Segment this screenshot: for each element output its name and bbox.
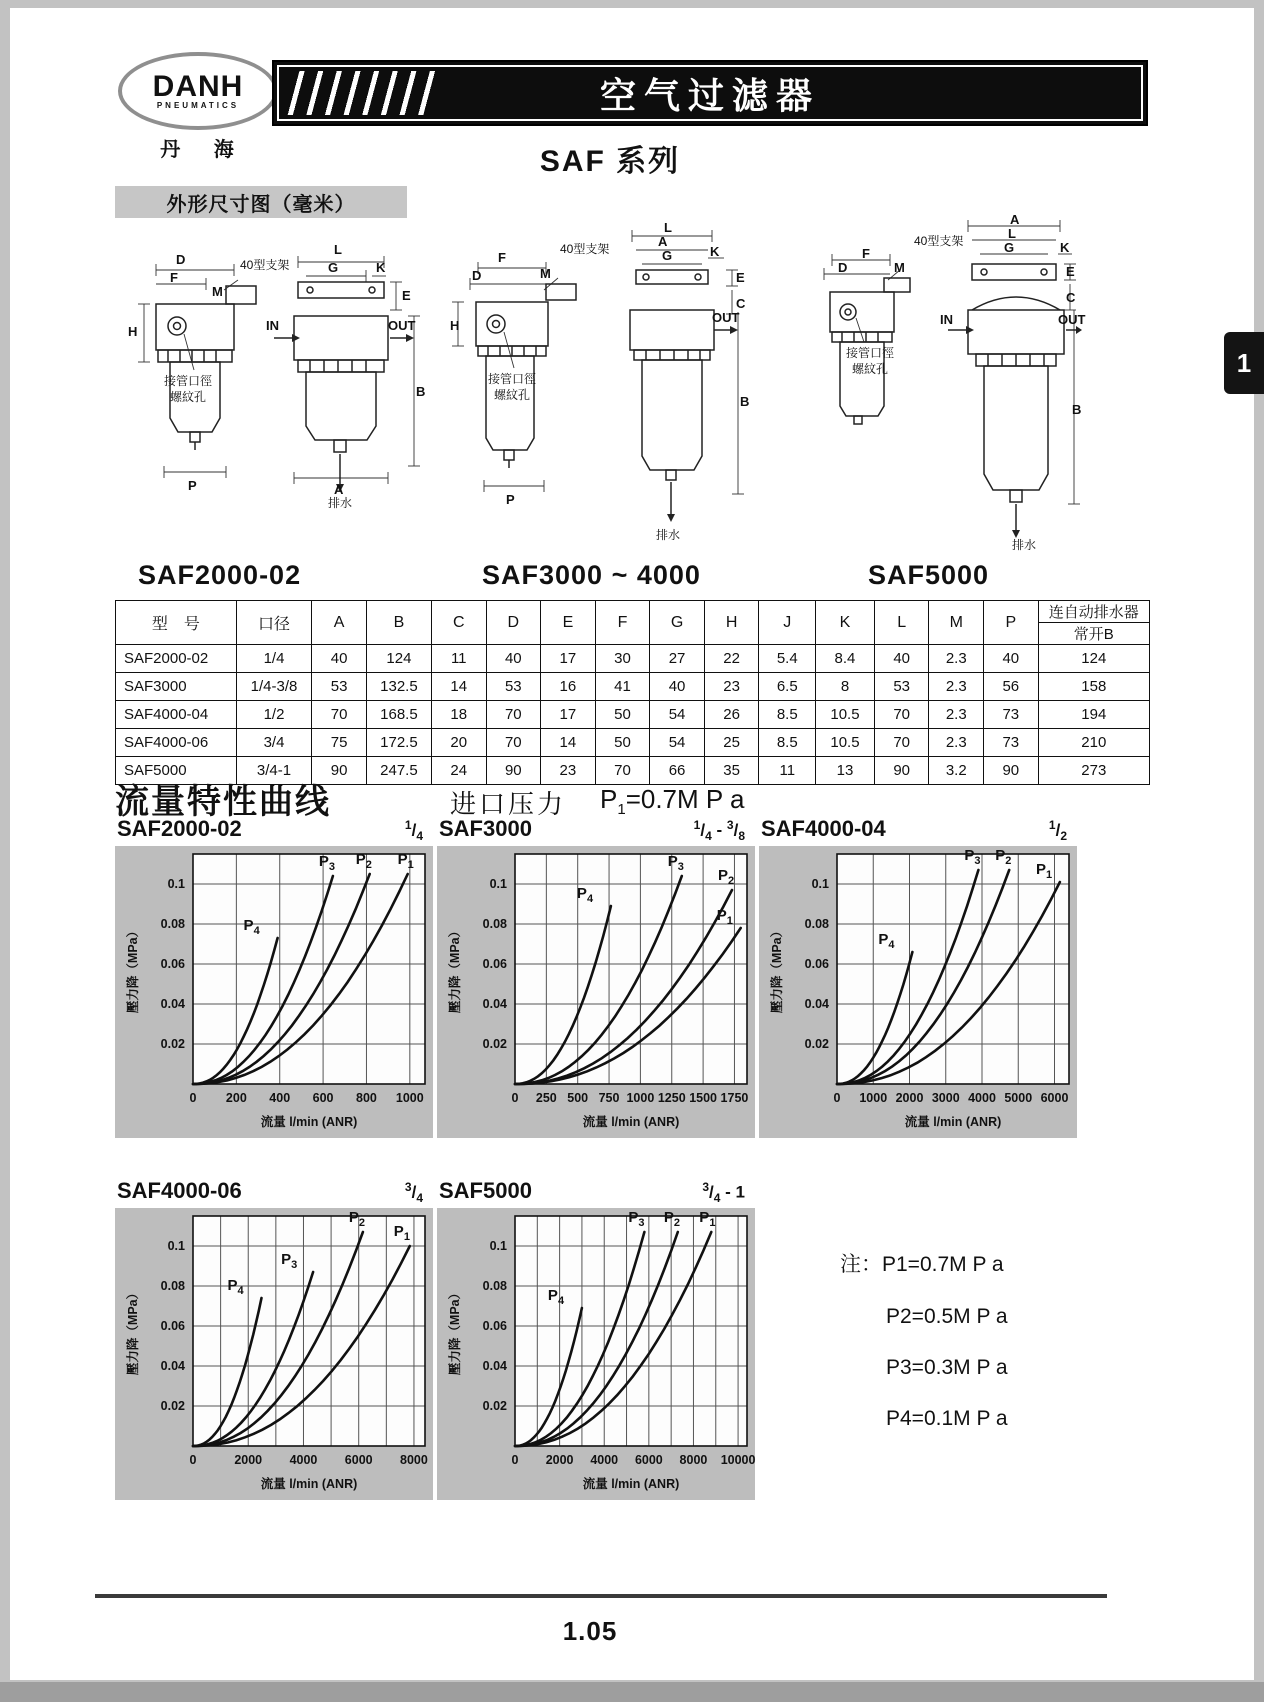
dim-label: 40型支架 <box>240 258 290 272</box>
table-row <box>116 673 1150 701</box>
svg-text:0.08: 0.08 <box>804 917 829 931</box>
page-banner <box>272 60 1148 126</box>
svg-text:0: 0 <box>189 1091 197 1105</box>
value-cell: 70 <box>312 701 367 729</box>
column-header: C <box>431 601 486 645</box>
dim-label: L <box>1008 226 1016 241</box>
bottom-margin-band <box>0 1682 1264 1702</box>
dim-label: 螺紋孔 <box>494 388 531 402</box>
svg-text:0.06: 0.06 <box>160 957 185 971</box>
svg-text:0: 0 <box>511 1453 519 1467</box>
svg-text:10000: 10000 <box>720 1453 755 1467</box>
value-cell: 22 <box>704 645 759 673</box>
brand-logo-subtext: PNEUMATICS <box>156 100 240 110</box>
page-number: 1.05 <box>562 1616 618 1646</box>
svg-text:6000: 6000 <box>344 1453 373 1467</box>
table-row <box>116 701 1150 729</box>
value-cell: 41 <box>595 673 650 701</box>
svg-text:0.1: 0.1 <box>489 1239 507 1253</box>
svg-text:800: 800 <box>356 1091 377 1105</box>
dim-label: H <box>128 324 138 339</box>
column-header: J <box>759 601 816 645</box>
svg-text:0.02: 0.02 <box>482 1399 507 1413</box>
value-cell: 90 <box>486 757 541 785</box>
series-title: SAF 系列 <box>539 145 681 178</box>
chart-box-saf3000 <box>437 814 755 1138</box>
value-cell: 5.4 <box>759 645 816 673</box>
chart-port-size: $^3/_4$ <box>404 1180 423 1206</box>
model-cell: SAF4000-04 <box>116 701 237 729</box>
value-cell: 1/4-3/8 <box>236 673 312 701</box>
value-cell: 2.3 <box>929 729 984 757</box>
svg-text:0.06: 0.06 <box>482 1319 507 1333</box>
value-cell: 26 <box>704 701 759 729</box>
dim-label: C <box>1066 290 1076 305</box>
svg-text:6000: 6000 <box>634 1453 663 1467</box>
svg-text:壓力降（MPa）: 壓力降（MPa） <box>770 924 784 1014</box>
value-cell: 17 <box>541 701 596 729</box>
svg-text:2000: 2000 <box>895 1091 924 1105</box>
dimension-table-grid <box>115 600 1150 785</box>
value-cell: 40 <box>312 645 367 673</box>
svg-text:P1: $P_1$ <box>716 907 733 927</box>
dim-label: A <box>1010 212 1020 227</box>
dim-label: H <box>450 318 460 333</box>
dim-label: F <box>498 250 506 265</box>
svg-text:1000: 1000 <box>395 1091 424 1105</box>
svg-text:壓力降（MPa）: 壓力降（MPa） <box>126 924 140 1014</box>
flow-chart-saf2000-02 <box>115 846 433 1138</box>
dim-label: 排水 <box>656 528 681 542</box>
flow-chart-saf5000 <box>437 1208 755 1500</box>
svg-text:流量 l/min (ANR): 流量 l/min (ANR) <box>582 1115 680 1129</box>
value-cell: 30 <box>595 645 650 673</box>
dim-label: E <box>1066 264 1075 279</box>
svg-text:P3: $P_3$ <box>667 853 684 873</box>
value-cell: 40 <box>650 673 705 701</box>
note-p1: P1=0.7M P a <box>882 1253 1004 1276</box>
value-cell: 2.3 <box>929 645 984 673</box>
dim-label: B <box>1072 402 1082 417</box>
svg-text:0.04: 0.04 <box>482 997 507 1011</box>
value-cell: 18 <box>431 701 486 729</box>
value-cell: 40 <box>874 645 929 673</box>
chart-header <box>437 814 755 846</box>
svg-text:P2: $P_2$ <box>717 867 735 887</box>
column-header: A <box>312 601 367 645</box>
column-header: D <box>486 601 541 645</box>
dim-label: 40型支架 <box>560 242 610 256</box>
drawing-saf5000-shapes <box>772 218 1082 566</box>
pressure-equals-value: =0.7M P a <box>625 784 745 814</box>
dim-label: IN <box>940 312 953 327</box>
svg-text:0: 0 <box>511 1091 519 1105</box>
svg-text:8000: 8000 <box>400 1453 428 1467</box>
dim-label: L <box>334 242 342 257</box>
dim-label: OUT <box>388 318 416 333</box>
dim-label: K <box>1060 240 1070 255</box>
chart-title: SAF5000 <box>439 1178 532 1203</box>
svg-text:0: 0 <box>189 1453 197 1467</box>
dim-label: A <box>334 482 344 497</box>
section-tab[interactable]: 1 <box>1224 332 1264 394</box>
drawing-saf3000-4000 <box>450 220 750 566</box>
value-cell: 11 <box>759 757 816 785</box>
value-cell: 273 <box>1038 757 1149 785</box>
value-cell: 168.5 <box>366 701 431 729</box>
note-line: P4=0.1M P a <box>886 1407 1008 1430</box>
value-cell: 16 <box>541 673 596 701</box>
chart-title: SAF4000-04 <box>761 816 886 841</box>
note-line: P3=0.3M P a <box>886 1356 1008 1379</box>
chart-box-saf2000-02 <box>115 814 433 1138</box>
value-cell: 70 <box>486 701 541 729</box>
value-cell: 124 <box>366 645 431 673</box>
svg-text:4000: 4000 <box>289 1453 318 1467</box>
dim-label: P <box>506 492 515 507</box>
chart-title: SAF3000 <box>439 816 532 841</box>
svg-text:1500: 1500 <box>689 1091 718 1105</box>
svg-text:0.06: 0.06 <box>482 957 507 971</box>
value-cell: 75 <box>312 729 367 757</box>
model-cell: SAF4000-06 <box>116 729 237 757</box>
svg-text:6000: 6000 <box>1040 1091 1069 1105</box>
dimensions-section-label: 外形尺寸图（毫米） <box>115 186 407 218</box>
column-header: H <box>704 601 759 645</box>
dim-label: 螺紋孔 <box>170 390 207 404</box>
value-cell: 210 <box>1038 729 1149 757</box>
value-cell: 3/4 <box>236 729 312 757</box>
column-header: L <box>874 601 929 645</box>
svg-text:0.02: 0.02 <box>160 1037 185 1051</box>
value-cell: 35 <box>704 757 759 785</box>
chart-port-size: $^1/_2$ <box>1048 818 1067 844</box>
svg-text:0.06: 0.06 <box>804 957 829 971</box>
svg-text:0.1: 0.1 <box>167 877 185 891</box>
brand-logo-text: DANH <box>152 69 244 103</box>
flow-chart-saf3000 <box>437 846 755 1138</box>
svg-text:P1: $P_1$ <box>1035 861 1053 881</box>
svg-text:P4: $P_4$ <box>878 931 895 951</box>
svg-text:流量 l/min (ANR): 流量 l/min (ANR) <box>582 1477 680 1491</box>
column-header: K <box>816 601 875 645</box>
svg-text:0.08: 0.08 <box>482 1279 507 1293</box>
column-header-autodrain: 连自动排水器 <box>1038 601 1149 623</box>
svg-text:2000: 2000 <box>545 1453 574 1467</box>
dim-label: D <box>472 268 482 283</box>
table-row <box>116 729 1150 757</box>
svg-text:P3: $P_3$ <box>281 1251 298 1271</box>
dim-label: B <box>416 384 426 399</box>
dim-label: E <box>402 288 411 303</box>
svg-text:0.06: 0.06 <box>160 1319 185 1333</box>
value-cell: 54 <box>650 729 705 757</box>
chart-header <box>115 1176 433 1208</box>
svg-text:750: 750 <box>598 1091 620 1105</box>
chart-port-size: $^3/_4 - 1$ <box>702 1180 745 1206</box>
svg-text:P1: $P_1$ <box>699 1209 716 1229</box>
chart-port-size: $^1/_4 - ^3/_8$ <box>693 818 745 844</box>
value-cell: 53 <box>486 673 541 701</box>
dim-label: 螺紋孔 <box>852 362 889 376</box>
chart-port-size: $^1/_4$ <box>404 818 423 844</box>
svg-text:1000: 1000 <box>859 1091 888 1105</box>
dim-label: M <box>212 284 223 299</box>
column-header: E <box>541 601 596 645</box>
dim-label: C <box>736 296 746 311</box>
note-prefix: 注： <box>840 1253 882 1276</box>
value-cell: 20 <box>431 729 486 757</box>
value-cell: 8.5 <box>759 729 816 757</box>
value-cell: 90 <box>874 757 929 785</box>
dim-label: G <box>1004 240 1015 255</box>
value-cell: 23 <box>541 757 596 785</box>
value-cell: 3.2 <box>929 757 984 785</box>
value-cell: 70 <box>595 757 650 785</box>
svg-text:1000: 1000 <box>626 1091 655 1105</box>
model-cell: SAF5000 <box>116 757 237 785</box>
svg-text:流量 l/min (ANR): 流量 l/min (ANR) <box>260 1115 358 1129</box>
svg-text:0.08: 0.08 <box>160 1279 185 1293</box>
dim-label: OUT <box>712 310 740 325</box>
dim-label: F <box>170 270 178 285</box>
svg-text:2000: 2000 <box>234 1453 263 1467</box>
dim-label: IN <box>266 318 279 333</box>
dim-label: 40型支架 <box>914 234 964 248</box>
value-cell: 6.5 <box>759 673 816 701</box>
dim-label: L <box>664 220 672 235</box>
chart-box-saf5000 <box>437 1176 755 1500</box>
value-cell: 70 <box>874 701 929 729</box>
brand-logo-chinese: 丹 海 <box>160 139 248 161</box>
value-cell: 40 <box>486 645 541 673</box>
model-cell: SAF3000 <box>116 673 237 701</box>
table-row <box>116 645 1150 673</box>
svg-text:P3: $P_3$ <box>628 1209 645 1229</box>
value-cell: 66 <box>650 757 705 785</box>
note-line: P2=0.5M P a <box>886 1305 1008 1328</box>
value-cell: 50 <box>595 729 650 757</box>
svg-text:3000: 3000 <box>931 1091 960 1105</box>
svg-text:0.02: 0.02 <box>804 1037 829 1051</box>
chart-header <box>115 814 433 846</box>
column-subheader: 常开B <box>1038 623 1149 645</box>
svg-text:0.1: 0.1 <box>811 877 829 891</box>
dim-label: K <box>376 260 386 275</box>
drawing-saf2000-02 <box>128 226 426 566</box>
value-cell: 13 <box>816 757 875 785</box>
value-cell: 54 <box>650 701 705 729</box>
column-header: 型 号 <box>116 601 237 645</box>
svg-text:250: 250 <box>535 1091 557 1105</box>
value-cell: 70 <box>486 729 541 757</box>
svg-text:P1: $P_1$ <box>397 851 414 871</box>
footer-divider <box>95 1594 1107 1598</box>
dim-label: K <box>710 244 720 259</box>
column-header: F <box>595 601 650 645</box>
svg-text:P4: $P_4$ <box>547 1287 565 1307</box>
svg-text:0: 0 <box>833 1091 841 1105</box>
value-cell: 11 <box>431 645 486 673</box>
column-header: M <box>929 601 984 645</box>
column-header: P <box>984 601 1039 645</box>
flow-chart-saf4000-06 <box>115 1208 433 1500</box>
value-cell: 53 <box>874 673 929 701</box>
value-cell: 14 <box>431 673 486 701</box>
svg-text:P1: $P_1$ <box>393 1223 410 1243</box>
svg-text:P3: $P_3$ <box>318 853 335 873</box>
chart-box-saf4000-06 <box>115 1176 433 1500</box>
dimension-table <box>115 600 1150 785</box>
svg-text:P2: $P_2$ <box>663 1209 680 1229</box>
note-line <box>840 1248 1008 1278</box>
svg-text:流量 l/min (ANR): 流量 l/min (ANR) <box>904 1115 1002 1129</box>
dim-label: G <box>662 248 673 263</box>
pressure-notes <box>840 1248 1008 1458</box>
svg-text:P2: $P_2$ <box>348 1209 365 1229</box>
dim-label: OUT <box>1058 312 1086 327</box>
svg-text:P2: $P_2$ <box>995 847 1012 867</box>
pressure-subscript: 1 <box>617 801 626 819</box>
value-cell: 194 <box>1038 701 1149 729</box>
chart-title: SAF4000-06 <box>117 1178 242 1203</box>
svg-text:0.08: 0.08 <box>482 917 507 931</box>
chart-header <box>759 814 1077 846</box>
dim-label: A <box>658 234 668 249</box>
value-cell: 10.5 <box>816 729 875 757</box>
drawing-caption-saf5000: SAF5000 <box>868 560 990 590</box>
svg-text:0.1: 0.1 <box>167 1239 185 1253</box>
value-cell: 172.5 <box>366 729 431 757</box>
chart-title: SAF2000-02 <box>117 816 242 841</box>
svg-text:600: 600 <box>312 1091 334 1105</box>
value-cell: 8 <box>816 673 875 701</box>
brand-logo-oval <box>118 52 278 130</box>
inlet-pressure-label: 进口压力 <box>450 789 567 819</box>
dim-label: M <box>894 260 905 275</box>
svg-text:400: 400 <box>269 1091 291 1105</box>
svg-text:P4: $P_4$ <box>243 917 260 937</box>
value-cell: 23 <box>704 673 759 701</box>
column-header: G <box>650 601 705 645</box>
dim-label: E <box>736 270 745 285</box>
pressure-symbol: P <box>600 784 618 814</box>
value-cell: 158 <box>1038 673 1149 701</box>
dim-label: 排水 <box>1012 538 1037 552</box>
flow-chart-saf4000-04 <box>759 846 1077 1138</box>
svg-text:500: 500 <box>567 1091 589 1105</box>
dim-label: 接管口徑 <box>846 346 895 360</box>
svg-text:0.08: 0.08 <box>160 917 185 931</box>
dim-label: G <box>328 260 339 275</box>
value-cell: 8.4 <box>816 645 875 673</box>
svg-text:壓力降（MPa）: 壓力降（MPa） <box>126 1286 140 1376</box>
value-cell: 1/4 <box>236 645 312 673</box>
value-cell: 247.5 <box>366 757 431 785</box>
catalog-page <box>10 8 1254 1680</box>
svg-text:5000: 5000 <box>1004 1091 1033 1105</box>
value-cell: 90 <box>312 757 367 785</box>
chart-header <box>437 1176 755 1208</box>
svg-text:P4: $P_4$ <box>227 1277 244 1297</box>
model-cell: SAF2000-02 <box>116 645 237 673</box>
svg-text:0.1: 0.1 <box>489 877 507 891</box>
svg-text:4000: 4000 <box>590 1453 619 1467</box>
value-cell: 70 <box>874 729 929 757</box>
value-cell: 8.5 <box>759 701 816 729</box>
value-cell: 10.5 <box>816 701 875 729</box>
svg-text:壓力降（MPa）: 壓力降（MPa） <box>448 1286 462 1376</box>
flow-section-title: 流量特性曲线 <box>115 783 331 821</box>
drawing-caption-saf2000-02: SAF2000-02 <box>138 560 302 590</box>
svg-text:0.04: 0.04 <box>160 997 185 1011</box>
svg-text:P4: $P_4$ <box>576 885 594 905</box>
value-cell: 14 <box>541 729 596 757</box>
svg-text:P2: $P_2$ <box>355 851 372 871</box>
dim-label: 排水 <box>328 496 353 510</box>
svg-text:4000: 4000 <box>968 1091 996 1105</box>
column-header: B <box>366 601 431 645</box>
dim-label: D <box>838 260 848 275</box>
value-cell: 73 <box>984 701 1039 729</box>
dim-label: 接管口徑 <box>488 372 537 386</box>
column-header: 口径 <box>236 601 312 645</box>
value-cell: 17 <box>541 645 596 673</box>
value-cell: 90 <box>984 757 1039 785</box>
dim-label: 接管口徑 <box>164 374 213 388</box>
drawing-saf5000 <box>772 212 1086 566</box>
svg-text:0.04: 0.04 <box>160 1359 185 1373</box>
svg-text:1750: 1750 <box>720 1091 749 1105</box>
svg-text:0.04: 0.04 <box>804 997 829 1011</box>
value-cell: 132.5 <box>366 673 431 701</box>
value-cell: 2.3 <box>929 701 984 729</box>
value-cell: 40 <box>984 645 1039 673</box>
value-cell: 3/4-1 <box>236 757 312 785</box>
svg-text:流量 l/min (ANR): 流量 l/min (ANR) <box>260 1477 358 1491</box>
svg-text:0.02: 0.02 <box>160 1399 185 1413</box>
page-title: 空气过滤器 <box>599 74 820 116</box>
dim-label: F <box>862 246 870 261</box>
value-cell: 2.3 <box>929 673 984 701</box>
value-cell: 56 <box>984 673 1039 701</box>
svg-text:1250: 1250 <box>657 1091 686 1105</box>
value-cell: 27 <box>650 645 705 673</box>
value-cell: 53 <box>312 673 367 701</box>
banner-stripes-decoration <box>286 71 436 115</box>
svg-text:8000: 8000 <box>679 1453 708 1467</box>
svg-text:P3: $P_3$ <box>964 847 981 867</box>
svg-text:0.02: 0.02 <box>482 1037 507 1051</box>
drawing-caption-saf3000-4000: SAF3000 ~ 4000 <box>482 560 701 590</box>
dim-label: P <box>188 478 197 493</box>
value-cell: 1/2 <box>236 701 312 729</box>
dim-label: M <box>540 266 551 281</box>
dim-label: B <box>740 394 750 409</box>
chart-box-saf4000-04 <box>759 814 1077 1138</box>
svg-text:200: 200 <box>225 1091 247 1105</box>
svg-text:壓力降（MPa）: 壓力降（MPa） <box>448 924 462 1014</box>
dim-label: D <box>176 252 186 267</box>
value-cell: 24 <box>431 757 486 785</box>
value-cell: 124 <box>1038 645 1149 673</box>
value-cell: 25 <box>704 729 759 757</box>
value-cell: 50 <box>595 701 650 729</box>
svg-text:0.04: 0.04 <box>482 1359 507 1373</box>
value-cell: 73 <box>984 729 1039 757</box>
